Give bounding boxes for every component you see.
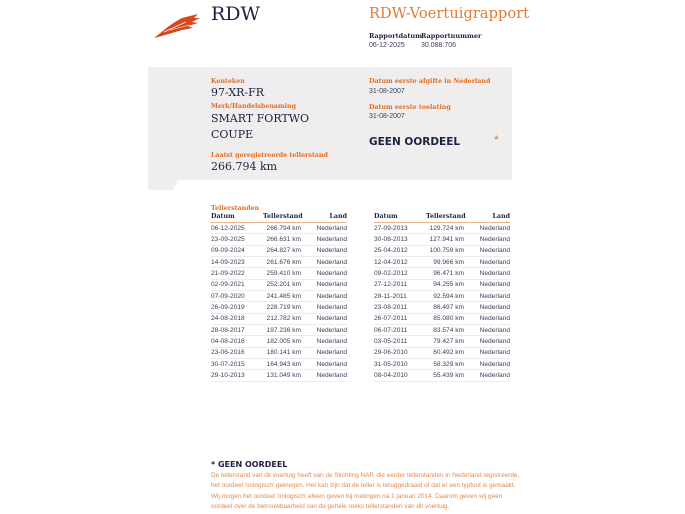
table-row [374, 370, 510, 381]
cell-odometer: 266.794 km [266, 224, 301, 232]
cell-odometer: 79.427 km [433, 338, 464, 346]
table-row [374, 280, 510, 291]
cell-country: Nederland [316, 304, 347, 312]
cell-odometer: 241.485 km [266, 292, 301, 300]
cell-date: 06-07-2011 [374, 326, 408, 334]
cell-odometer: 197.236 km [266, 326, 301, 334]
table-row [374, 348, 510, 359]
table-row [374, 302, 510, 313]
cell-date: 08-04-2010 [374, 372, 408, 380]
verdict-footnote [211, 460, 521, 513]
cell-date: 09-09-2024 [211, 247, 245, 255]
table-row [211, 314, 347, 325]
report-number-label: Rapportnummer [421, 32, 482, 40]
cell-country: Nederland [316, 326, 347, 334]
cell-odometer: 85.080 km [433, 315, 464, 323]
column-header-date: Datum [211, 213, 235, 220]
report-number-value: 30.088.706 [421, 42, 457, 49]
cell-country: Nederland [479, 247, 510, 255]
cell-odometer: 60.492 km [433, 349, 464, 357]
cell-odometer: 94.255 km [433, 281, 464, 289]
cell-odometer: 164.943 km [266, 360, 301, 368]
footnote-text: De tellerstand van dit voertuig heeft van de Stichting NAP, die eerder tellerstanden in Nederland registreerde, het oordeel 'onlogisch' gekregen. Het kan zijn dat de teller is teruggedraaid of dat er een typfout is gemaakt. Wij mogen het oordeel 'onlogisch' alleen geven bij metingen na 1 januari 2014. Daarom geven wij geen oordeel over de betrouwbaarheid van de gehele reeks tellerstanden van dit voertuig. [211, 472, 520, 511]
cell-country: Nederland [479, 349, 510, 357]
table-row [211, 302, 347, 313]
column-header-date: Datum [374, 213, 398, 220]
table-row [374, 359, 510, 370]
first-issue-nl-label: Datum eerste afgifte in Nederland [369, 78, 491, 85]
cell-date: 23-08-2011 [374, 304, 408, 312]
cell-date: 04-08-2016 [211, 338, 245, 346]
cell-country: Nederland [316, 247, 347, 255]
cell-date: 12-04-2012 [374, 258, 408, 266]
cell-country: Nederland [479, 281, 510, 289]
cell-date: 23-09-2025 [211, 236, 245, 244]
cell-date: 14-09-2023 [211, 258, 245, 266]
column-header-country: Land [492, 213, 510, 220]
cell-date: 21-09-2022 [211, 270, 245, 278]
cell-country: Nederland [316, 372, 347, 380]
cell-date: 09-02-2012 [374, 270, 408, 278]
footnote-title: * GEEN OORDEEL [211, 460, 288, 469]
table-row [211, 246, 347, 257]
cell-odometer: 261.676 km [266, 258, 301, 266]
last-odometer-label: Laatst geregistreerde tellerstand [211, 152, 328, 159]
cell-country: Nederland [316, 224, 347, 232]
cell-odometer: 96.471 km [433, 270, 464, 278]
cell-odometer: 129.724 km [429, 224, 464, 232]
table-row [211, 257, 347, 268]
cell-date: 06-12-2025 [211, 224, 245, 232]
cell-date: 03-05-2011 [374, 338, 408, 346]
cell-date: 31-05-2010 [374, 360, 408, 368]
cell-country: Nederland [479, 360, 510, 368]
cell-odometer: 55.439 km [433, 372, 464, 380]
first-admission-label: Datum eerste toelating [369, 104, 451, 111]
cell-country: Nederland [316, 349, 347, 357]
table-header [374, 213, 510, 223]
cell-odometer: 212.782 km [266, 315, 301, 323]
cell-date: 29-06-2010 [374, 349, 408, 357]
cell-odometer: 83.574 km [433, 326, 464, 334]
cell-odometer: 131.049 km [266, 372, 301, 380]
table-row [211, 291, 347, 302]
cell-country: Nederland [316, 315, 347, 323]
column-header-odometer: Tellerstand [263, 213, 303, 220]
brand-name: RDW [211, 3, 261, 25]
table-row [374, 223, 510, 234]
cell-country: Nederland [316, 236, 347, 244]
cell-country: Nederland [479, 270, 510, 278]
cell-date: 30-07-2015 [211, 360, 245, 368]
table-row [374, 291, 510, 302]
odometer-table-left [211, 213, 347, 382]
cell-date: 28-08-2017 [211, 326, 245, 334]
cell-date: 07-09-2020 [211, 292, 245, 300]
cell-date: 02-09-2021 [211, 281, 245, 289]
table-row [211, 280, 347, 291]
table-row [374, 257, 510, 268]
table-row [374, 268, 510, 279]
cell-date: 30-08-2013 [374, 236, 408, 244]
cell-odometer: 228.719 km [266, 304, 301, 312]
table-row [211, 370, 347, 381]
cell-odometer: 92.594 km [433, 292, 464, 300]
cell-odometer: 127.941 km [429, 236, 464, 244]
column-header-odometer: Tellerstand [426, 213, 466, 220]
cell-country: Nederland [479, 224, 510, 232]
report-title: RDW-Voertuigrapport [369, 6, 530, 22]
cell-date: 26-09-2019 [211, 304, 245, 312]
cell-country: Nederland [479, 372, 510, 380]
table-row [211, 336, 347, 347]
cell-date: 26-07-2011 [374, 315, 408, 323]
cell-odometer: 259.410 km [266, 270, 301, 278]
table-row [211, 325, 347, 336]
table-row [374, 234, 510, 245]
table-row [374, 325, 510, 336]
cell-odometer: 266.631 km [266, 236, 301, 244]
table-row [374, 246, 510, 257]
make-value-line1: SMART FORTWO [211, 112, 310, 125]
plate-label: Kenteken [211, 78, 245, 85]
first-admission-value: 31-08-2007 [369, 113, 405, 120]
table-row [211, 234, 347, 245]
cell-odometer: 252.201 km [266, 281, 301, 289]
cell-country: Nederland [316, 360, 347, 368]
cell-date: 27-09-2013 [374, 224, 408, 232]
report-date-label: Rapportdatum [369, 32, 422, 40]
table-row [211, 268, 347, 279]
cell-country: Nederland [316, 281, 347, 289]
cell-date: 24-08-2018 [211, 315, 245, 323]
make-label: Merk/Handelsbenaming [211, 103, 297, 110]
footnote-star-marker: * [494, 133, 499, 147]
table-row [211, 348, 347, 359]
cell-odometer: 182.005 km [266, 338, 301, 346]
cell-odometer: 100.759 km [429, 247, 464, 255]
odometer-section-title: Tellerstanden [211, 205, 260, 212]
cell-country: Nederland [479, 315, 510, 323]
table-row [211, 359, 347, 370]
report-number-block [421, 32, 481, 49]
cell-odometer: 180.141 km [266, 349, 301, 357]
vehicle-summary-panel [148, 67, 512, 190]
cell-country: Nederland [479, 304, 510, 312]
table-header [211, 213, 347, 223]
rdw-feather-logo-icon [152, 12, 202, 40]
cell-country: Nederland [316, 258, 347, 266]
table-row [374, 336, 510, 347]
cell-country: Nederland [479, 292, 510, 300]
cell-date: 27-12-2011 [374, 281, 408, 289]
cell-odometer: 58.329 km [433, 360, 464, 368]
cell-date: 29-10-2013 [211, 372, 245, 380]
cell-date: 28-11-2011 [374, 292, 407, 300]
cell-country: Nederland [316, 292, 347, 300]
cell-country: Nederland [479, 236, 510, 244]
cell-odometer: 264.827 km [266, 247, 301, 255]
report-date-value: 06-12-2025 [369, 42, 405, 49]
cell-country: Nederland [316, 270, 347, 278]
odometer-table-right [374, 213, 510, 382]
last-odometer-value: 266.794 km [211, 160, 278, 173]
table-row [374, 314, 510, 325]
cell-country: Nederland [479, 338, 510, 346]
verdict-status: GEEN OORDEEL [369, 136, 461, 148]
cell-country: Nederland [479, 258, 510, 266]
cell-odometer: 86.497 km [433, 304, 464, 312]
plate-value: 97-XR-FR [211, 86, 265, 99]
cell-date: 23-06-2016 [211, 349, 245, 357]
first-issue-nl-value: 31-08-2007 [369, 88, 405, 95]
column-header-country: Land [329, 213, 347, 220]
cell-date: 25-04-2012 [374, 247, 408, 255]
cell-odometer: 99.966 km [433, 258, 464, 266]
cell-country: Nederland [479, 326, 510, 334]
report-date-block [369, 32, 422, 49]
cell-country: Nederland [316, 338, 347, 346]
make-value-line2: COUPE [211, 128, 254, 141]
table-row [211, 223, 347, 234]
